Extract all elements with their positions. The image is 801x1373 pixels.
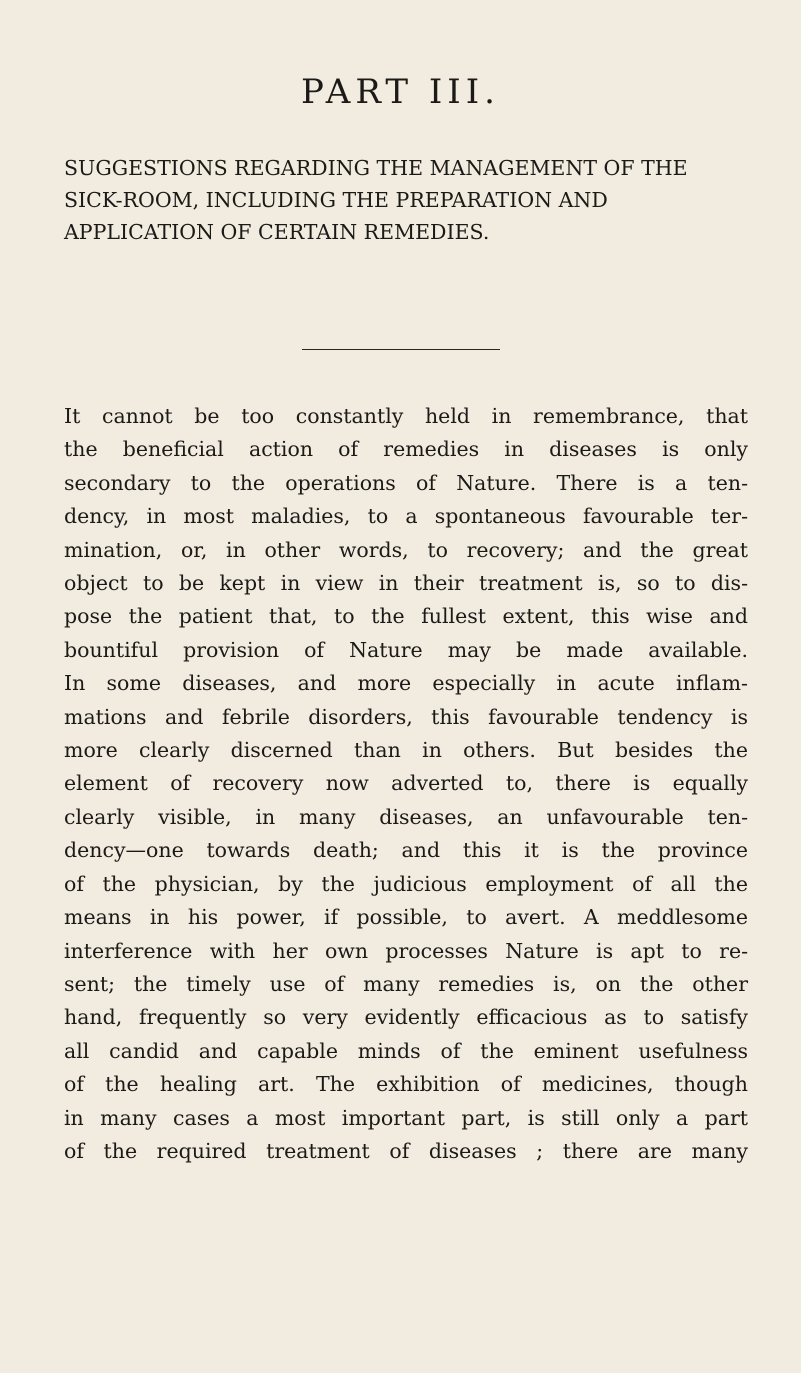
body-paragraph — [64, 400, 748, 1168]
text-line: interference with her own processes Nature is apt to re- — [64, 938, 748, 963]
text-line: element of recovery now adverted to, there is equally — [64, 771, 748, 796]
text-line: of the healing art. The exhibition of medicines, though — [64, 1072, 748, 1097]
text-line: clearly visible, in many diseases, an unfavourable ten- — [64, 804, 748, 829]
heading-line: SUGGESTIONS REGARDING THE MANAGEMENT OF THE — [64, 156, 688, 180]
text-line: mations and febrile disorders, this favourable tendency is — [64, 704, 748, 729]
section-divider — [302, 349, 500, 350]
text-line: secondary to the operations of Nature. There is a ten- — [64, 470, 748, 495]
text-line: In some diseases, and more especially in acute inflam- — [64, 671, 748, 696]
text-line: of the required treatment of diseases ; there are many — [64, 1138, 748, 1163]
text-line: all candid and capable minds of the eminent usefulness — [64, 1038, 748, 1063]
part-title: PART III. — [301, 72, 500, 112]
text-line: dency—one towards death; and this it is the province — [64, 838, 748, 863]
text-line: more clearly discerned than in others. But besides the — [64, 738, 748, 763]
chapter-heading — [64, 152, 764, 248]
text-line: pose the patient that, to the fullest extent, this wise and — [64, 604, 748, 629]
text-line: dency, in most maladies, to a spontaneous favourable ter- — [64, 504, 748, 529]
heading-line: APPLICATION OF CERTAIN REMEDIES. — [64, 220, 490, 244]
text-line: bountiful provision of Nature may be made available. — [64, 637, 748, 662]
text-line: object to be kept in view in their treatment is, so to dis- — [64, 571, 748, 596]
text-line: the beneficial action of remedies in diseases is only — [64, 437, 748, 462]
text-line: in many cases a most important part, is still only a part — [64, 1105, 748, 1130]
text-line: means in his power, if possible, to avert. A meddlesome — [64, 905, 748, 930]
text-line: sent; the timely use of many remedies is, on the other — [64, 971, 748, 996]
text-line: It cannot be too constantly held in remembrance, that — [64, 404, 748, 428]
text-line: mination, or, in other words, to recovery; and the great — [64, 537, 748, 562]
heading-line: SICK-ROOM, INCLUDING THE PREPARATION AND — [64, 188, 608, 212]
text-line: hand, frequently so very evidently efficacious as to satisfy — [64, 1005, 748, 1030]
text-line: of the physician, by the judicious employment of all the — [64, 871, 748, 896]
